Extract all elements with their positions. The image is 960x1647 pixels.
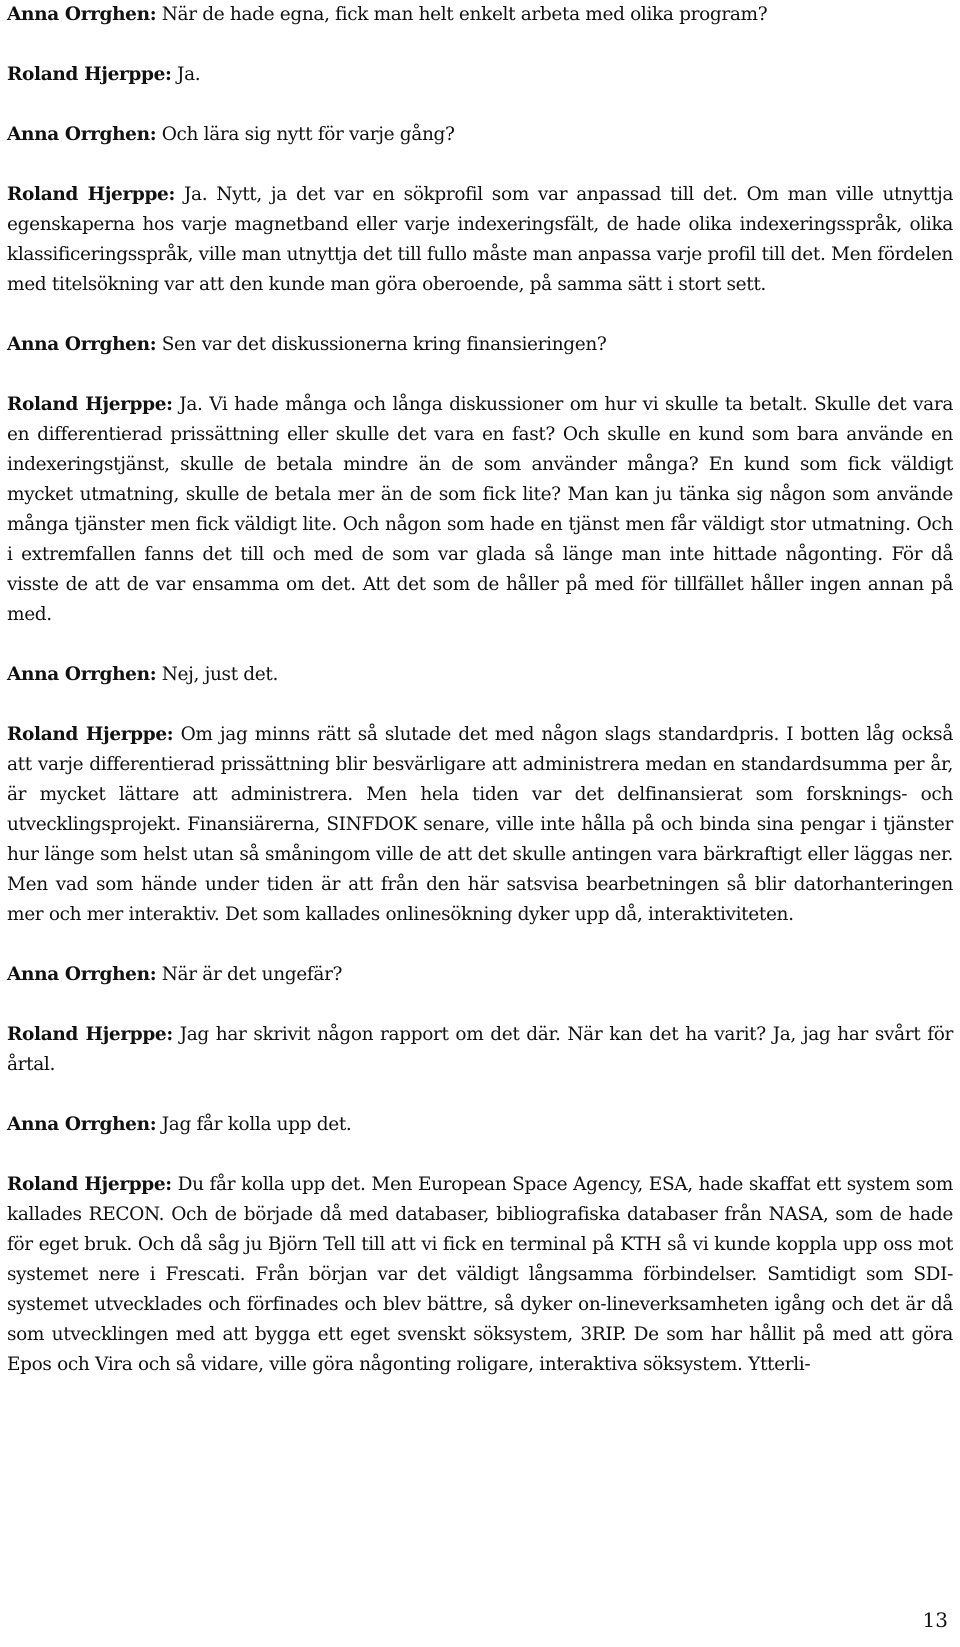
transcript-entry-1 xyxy=(7,0,953,30)
utterance-text: Ja. xyxy=(177,64,201,85)
speaker-name: Roland Hjerppe: xyxy=(7,184,175,205)
page-number: 13 xyxy=(922,1608,948,1632)
speaker-name: Anna Orrghen: xyxy=(7,334,157,355)
speaker-name: Roland Hjerppe: xyxy=(7,394,173,415)
transcript-entry-4 xyxy=(7,180,953,300)
speaker-name: Anna Orrghen: xyxy=(7,1114,157,1135)
utterance-text: Jag har skrivit någon rapport om det där. När kan det ha varit? Ja, jag har svårt för årtal. xyxy=(7,1024,954,1075)
utterance-text: När de hade egna, fick man helt enkelt arbeta med olika program? xyxy=(161,4,768,25)
transcript-entry-7 xyxy=(7,660,953,690)
speaker-name: Roland Hjerppe: xyxy=(7,1024,173,1045)
utterance-text: Ja. Vi hade många och långa diskussioner om hur vi skulle ta betalt. Skulle det vara en differentierad prissättning eller skulle det vara en fast? Och skulle en kund som bara använde en indexeringstjänst, skulle de betala mindre än de som använder många? En kund som fick väldigt mycket utmatning, skulle de betala mer än de som fick lite? Man kan ju tänka sig någon som använde många tjänster men fick väldigt lite. Och någon som hade en tjänst men får väldigt stor utmatning. Och i extremfallen fanns det till och med de som var glada så länge man inte hittade någonting. För då visste de att de var ensamma om det. Att det som de håller på med för tillfället håller ingen annan på med. xyxy=(7,394,953,625)
transcript-entry-10 xyxy=(7,1020,953,1080)
transcript-entry-5 xyxy=(7,330,953,360)
utterance-text: Du får kolla upp det. Men European Space Agency, ESA, hade skaffat ett system som kallades RECON. Och de började då med databaser, bibliografiska databaser från NASA, som de hade för eget bruk. Och då såg ju Björn Tell till att vi fick en terminal på KTH så vi kunde koppla upp oss mot systemet nere i Frescati. Från början var det väldigt långsamma förbindelser. Samtidigt som SDI-systemet utvecklades och förfinades och blev bättre, så dyker on-lineverksamheten igång och det är då som utvecklingen med att bygga ett eget svenskt söksystem, 3RIP. De som har hållit på med att göra Epos och Vira och så vidare, ville göra någonting roligare, interaktiva söksystem. Ytterli- xyxy=(7,1174,954,1375)
speaker-name: Roland Hjerppe: xyxy=(7,64,172,85)
transcript-entry-8 xyxy=(7,720,953,930)
speaker-name: Roland Hjerppe: xyxy=(7,1174,172,1195)
transcript-entry-3 xyxy=(7,120,953,150)
utterance-text: Om jag minns rätt så slutade det med någon slags standardpris. I botten låg också att varje differentierad prissättning blir besvärligare att administrera medan en standardsumma per år, är mycket lättare att administrera. Men hela tiden var det delfinansierat som forsknings- och utvecklingsprojekt. Finansiärerna, SINFDOK senare, ville inte hålla på och binda sina pengar i tjänster hur länge som helst utan så småningom ville de att det skulle antingen vara bärkraftigt eller läggas ner. Men vad som hände under tiden är att från den här satsvisa bearbetningen så blir datorhanteringen mer och mer interaktiv. Det som kallades onlinesökning dyker upp då, interaktiviteten. xyxy=(7,724,953,925)
speaker-name: Anna Orrghen: xyxy=(7,4,157,25)
utterance-text: Sen var det diskussionerna kring finansieringen? xyxy=(161,334,607,355)
transcript-entry-11 xyxy=(7,1110,953,1140)
utterance-text: När är det ungefär? xyxy=(161,964,343,985)
speaker-name: Anna Orrghen: xyxy=(7,124,157,145)
utterance-text: Och lära sig nytt för varje gång? xyxy=(161,124,455,145)
transcript-entry-12 xyxy=(7,1170,953,1380)
transcript-entry-9 xyxy=(7,960,953,990)
transcript-entry-6 xyxy=(7,390,953,630)
utterance-text: Jag får kolla upp det. xyxy=(161,1114,352,1135)
utterance-text: Ja. Nytt, ja det var en sökprofil som var anpassad till det. Om man ville utnyttja egenskaperna hos varje magnetband eller varje indexeringsfält, de hade olika indexeringsspråk, olika klassificeringsspråk, ville man utnyttja det till fullo måste man anpassa varje profil till det. Men fördelen med titelsökning var att den kunde man göra oberoende, på samma sätt i stort sett. xyxy=(7,184,954,295)
transcript-page xyxy=(7,0,953,1410)
speaker-name: Roland Hjerppe: xyxy=(7,724,174,745)
speaker-name: Anna Orrghen: xyxy=(7,964,157,985)
utterance-text: Nej, just det. xyxy=(161,664,279,685)
transcript-entry-2 xyxy=(7,60,953,90)
speaker-name: Anna Orrghen: xyxy=(7,664,157,685)
